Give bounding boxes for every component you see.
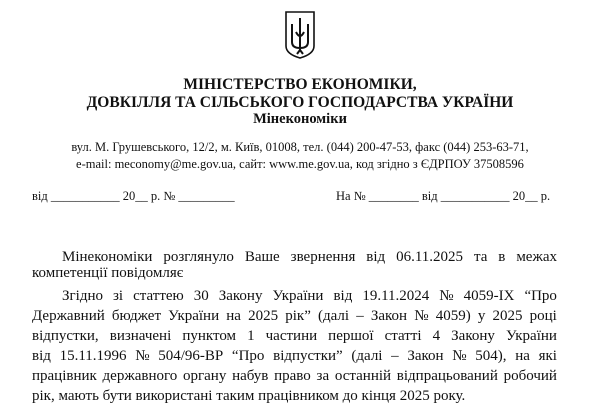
outgoing-reference: від ___________ 20__ р. № _________ [32,189,235,203]
address-line1: вул. М. Грушевського, 12/2, м. Київ, 01008, тел. (044) 200-47-53, факс (044) 253-63-71, [71,140,529,154]
incoming-reference: На № ________ від ___________ 20__ р. [336,189,551,203]
body-text-line: від 15.11.1996 № 504/96-ВР “Про відпустки” (далі – Закон № 504), на які [32,348,557,364]
body-text-line: відпустки, визначені пунктом 1 частини першої статті 4 Закону України [32,328,557,344]
ministry-short-name: Мінекономіки [253,111,347,127]
body-text-line: Мінекономіки розглянуло Ваше звернення від 06.11.2025 та в межах [62,249,557,265]
coat-of-arms-trident-icon [284,10,316,60]
body-text-line: рік, мають бути використані таким працівником до кінця 2025 року. [32,388,466,404]
ministry-name-line2: ДОВКІЛЛЯ ТА СІЛЬСЬКОГО ГОСПОДАРСТВА УКРАЇНИ [86,94,514,111]
body-text-line: Державний бюджет України на 2025 рік” (далі – Закон № 4059) у 2025 році [32,308,557,324]
ministry-name-line1: МІНІСТЕРСТВО ЕКОНОМІКИ, [183,76,417,93]
body-text-line: Згідно зі статтею 30 Закону України від 19.11.2024 № 4059-IX “Про [62,288,557,304]
body-text-line: працівник державного органу набув право за останній відпрацьований робочий [32,368,557,384]
body-text-line: компетенції повідомляє [32,265,184,281]
address-line2: e-mail: meconomy@me.gov.ua, сайт: www.me.gov.ua, код згідно з ЄДРПОУ 37508596 [76,157,524,171]
